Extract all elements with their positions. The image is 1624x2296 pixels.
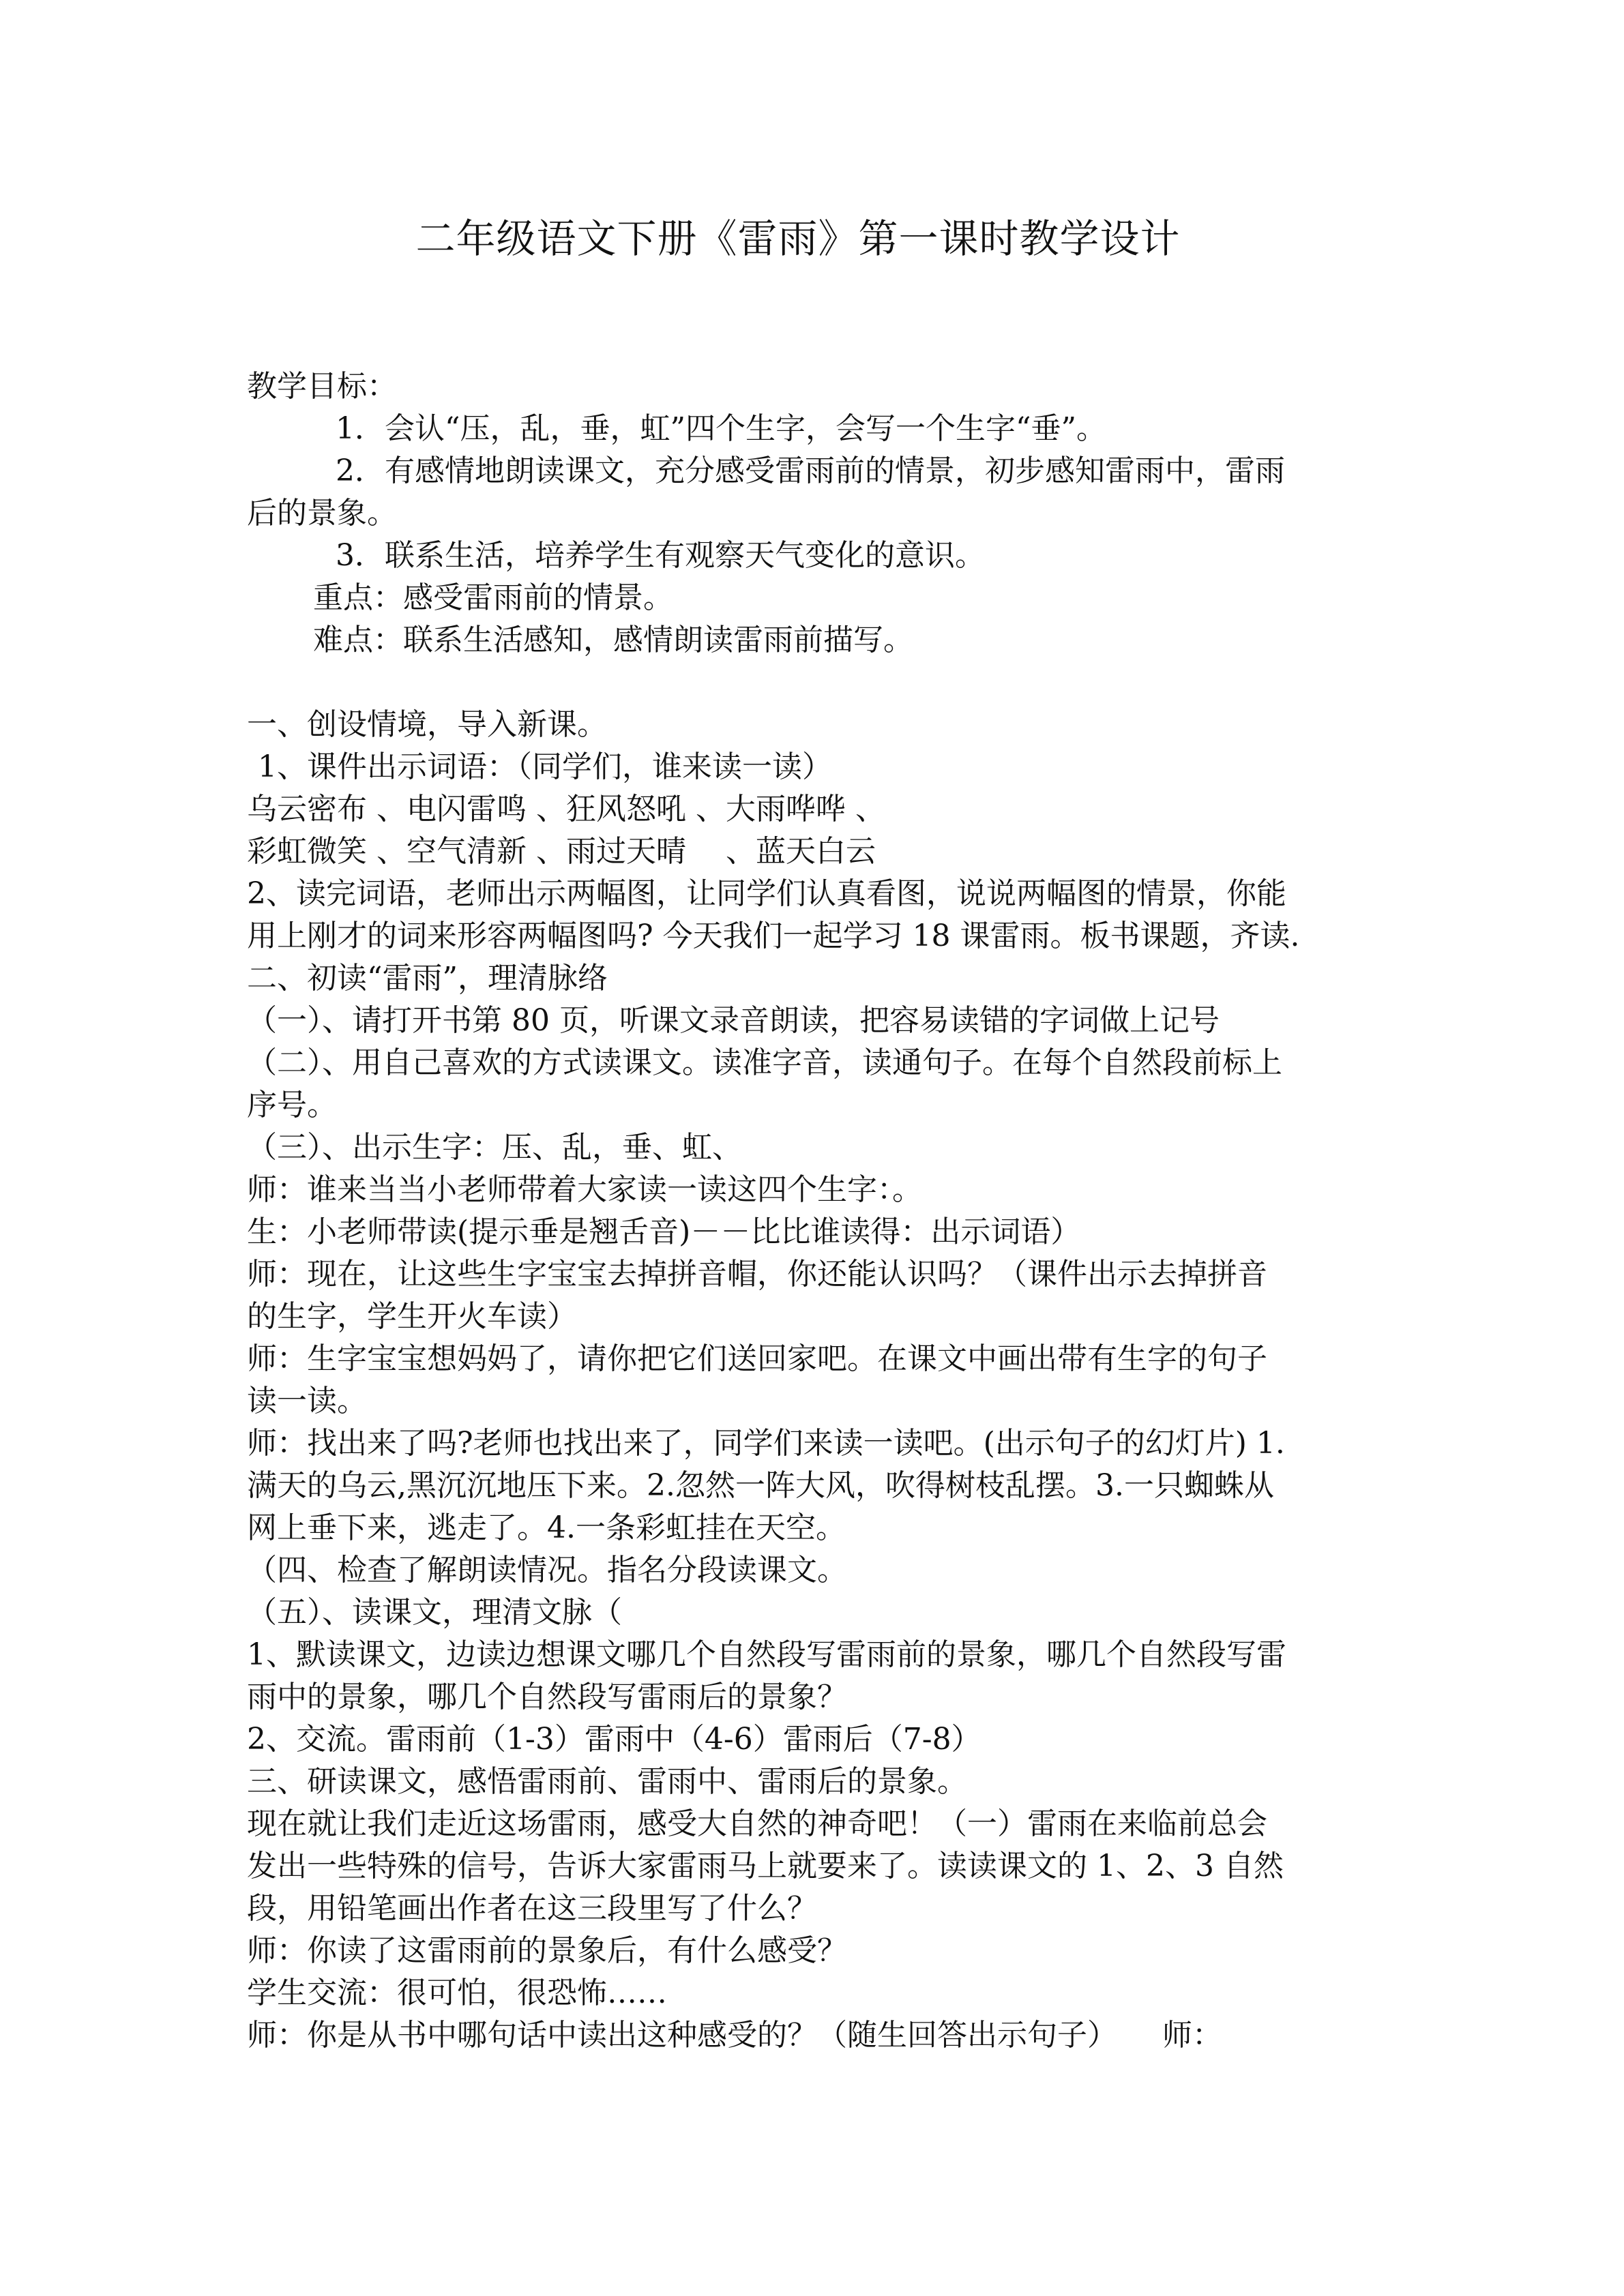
paragraph-line: 2．有感情地朗读课文，充分感受雷雨前的情景，初步感知雷雨中，雷雨 <box>336 453 1285 488</box>
paragraph-line: 师：现在，让这些生字宝宝去掉拼音帽，你还能认识吗？（课件出示去掉拼音 <box>247 1257 1267 1292</box>
paragraph-line: 1、课件出示词语：（同学们，谁来读一读） <box>258 749 832 784</box>
paragraph-line: 难点：联系生活感知，感情朗读雷雨前描写。 <box>313 623 913 657</box>
paragraph-line: 乌云密布 、电闪雷鸣 、狂风怒吼 、大雨哗哗 、 <box>247 792 885 826</box>
paragraph-line: （三）、出示生字：压、乱，垂、虹、 <box>247 1130 742 1165</box>
paragraph-line: 现在就让我们走近这场雷雨，感受大自然的神奇吧！（一）雷雨在来临前总会 <box>247 1806 1267 1841</box>
blank-line <box>247 661 1379 704</box>
paragraph-line: （一）、请打开书第 80 页，听课文录音朗读，把容易读错的字词做上记号 <box>247 1003 1220 1038</box>
paragraph-line: 1．会认“压，乱，垂，虹”四个生字，会写一个生字“垂”。 <box>336 411 1106 446</box>
document-title: 二年级语文下册《雷雨》第一课时教学设计 <box>415 215 1181 262</box>
paragraph-line: 用上刚才的词来形容两幅图吗? 今天我们一起学习 18 课雷雨。板书课题，齐读. <box>247 919 1300 953</box>
paragraph-line: 2、交流。雷雨前（1-3）雷雨中（4-6）雷雨后（7-8） <box>247 1722 981 1757</box>
paragraph-line: 网上垂下来，逃走了。4.一条彩虹挂在天空。 <box>247 1510 846 1545</box>
paragraph-line: （五）、读课文，理清文脉（ <box>247 1595 622 1630</box>
paragraph-line: 序号。 <box>247 1088 337 1122</box>
paragraph-line: 1、默读课文，边读边想课文哪几个自然段写雷雨前的景象，哪几个自然段写雷 <box>247 1637 1286 1672</box>
paragraph-line: 师：生字宝宝想妈妈了，请你把它们送回家吧。在课文中画出带有生字的句子 <box>247 1341 1267 1376</box>
paragraph-line: 的生字，学生开火车读） <box>247 1299 577 1334</box>
paragraph-line: 后的景象。 <box>247 496 397 531</box>
paragraph-line: 一、创设情境，导入新课。 <box>247 707 607 742</box>
paragraph-line: 师：你是从书中哪句话中读出这种感受的？（随生回答出示句子） 师： <box>247 2018 1222 2053</box>
paragraph-line: 满天的乌云,黑沉沉地压下来。2.忽然一阵大风，吹得树枝乱摆。3.一只蜘蛛从 <box>247 1468 1274 1503</box>
paragraph-line: 学生交流：很可怕，很恐怖…… <box>247 1976 667 2010</box>
paragraph-line: 读一读。 <box>247 1384 367 1418</box>
paragraph-line: 师：谁来当当小老师带着大家读一读这四个生字：。 <box>247 1172 922 1207</box>
paragraph-line: 三、研读课文，感悟雷雨前、雷雨中、雷雨后的景象。 <box>247 1764 967 1799</box>
paragraph-line: （四、检查了解朗读情况。指名分段读课文。 <box>247 1553 847 1587</box>
paragraph-line: 师：找出来了吗?老师也找出来了，同学们来读一读吧。(出示句子的幻灯片) 1. <box>247 1426 1285 1461</box>
paragraph-line: 生：小老师带读(提示垂是翘舌音)－－比比谁读得：出示词语） <box>247 1214 1081 1249</box>
document-body <box>247 366 1379 2057</box>
paragraph-line: 段，用铅笔画出作者在这三段里写了什么？ <box>247 1891 817 1926</box>
paragraph-line: 彩虹微笑 、空气清新 、雨过天晴 、蓝天白云 <box>247 834 876 869</box>
paragraph-line: 师：你读了这雷雨前的景象后，有什么感受？ <box>247 1933 847 1968</box>
paragraph-line: 2、读完词语，老师出示两幅图，让同学们认真看图，说说两幅图的情景，你能 <box>247 876 1286 911</box>
paragraph-line: （二）、用自己喜欢的方式读课文。读准字音，读通句子。在每个自然段前标上 <box>247 1045 1282 1080</box>
paragraph-line: 重点：感受雷雨前的情景。 <box>313 580 673 615</box>
paragraph-line: 教学目标： <box>247 369 397 404</box>
paragraph-line: 发出一些特殊的信号，告诉大家雷雨马上就要来了。读读课文的 1、2、3 自然 <box>247 1849 1284 1883</box>
paragraph-line: 二、初读“雷雨”，理清脉络 <box>247 961 608 996</box>
paragraph-line: 雨中的景象，哪几个自然段写雷雨后的景象？ <box>247 1680 847 1714</box>
paragraph-line: 3．联系生活，培养学生有观察天气变化的意识。 <box>336 538 985 573</box>
